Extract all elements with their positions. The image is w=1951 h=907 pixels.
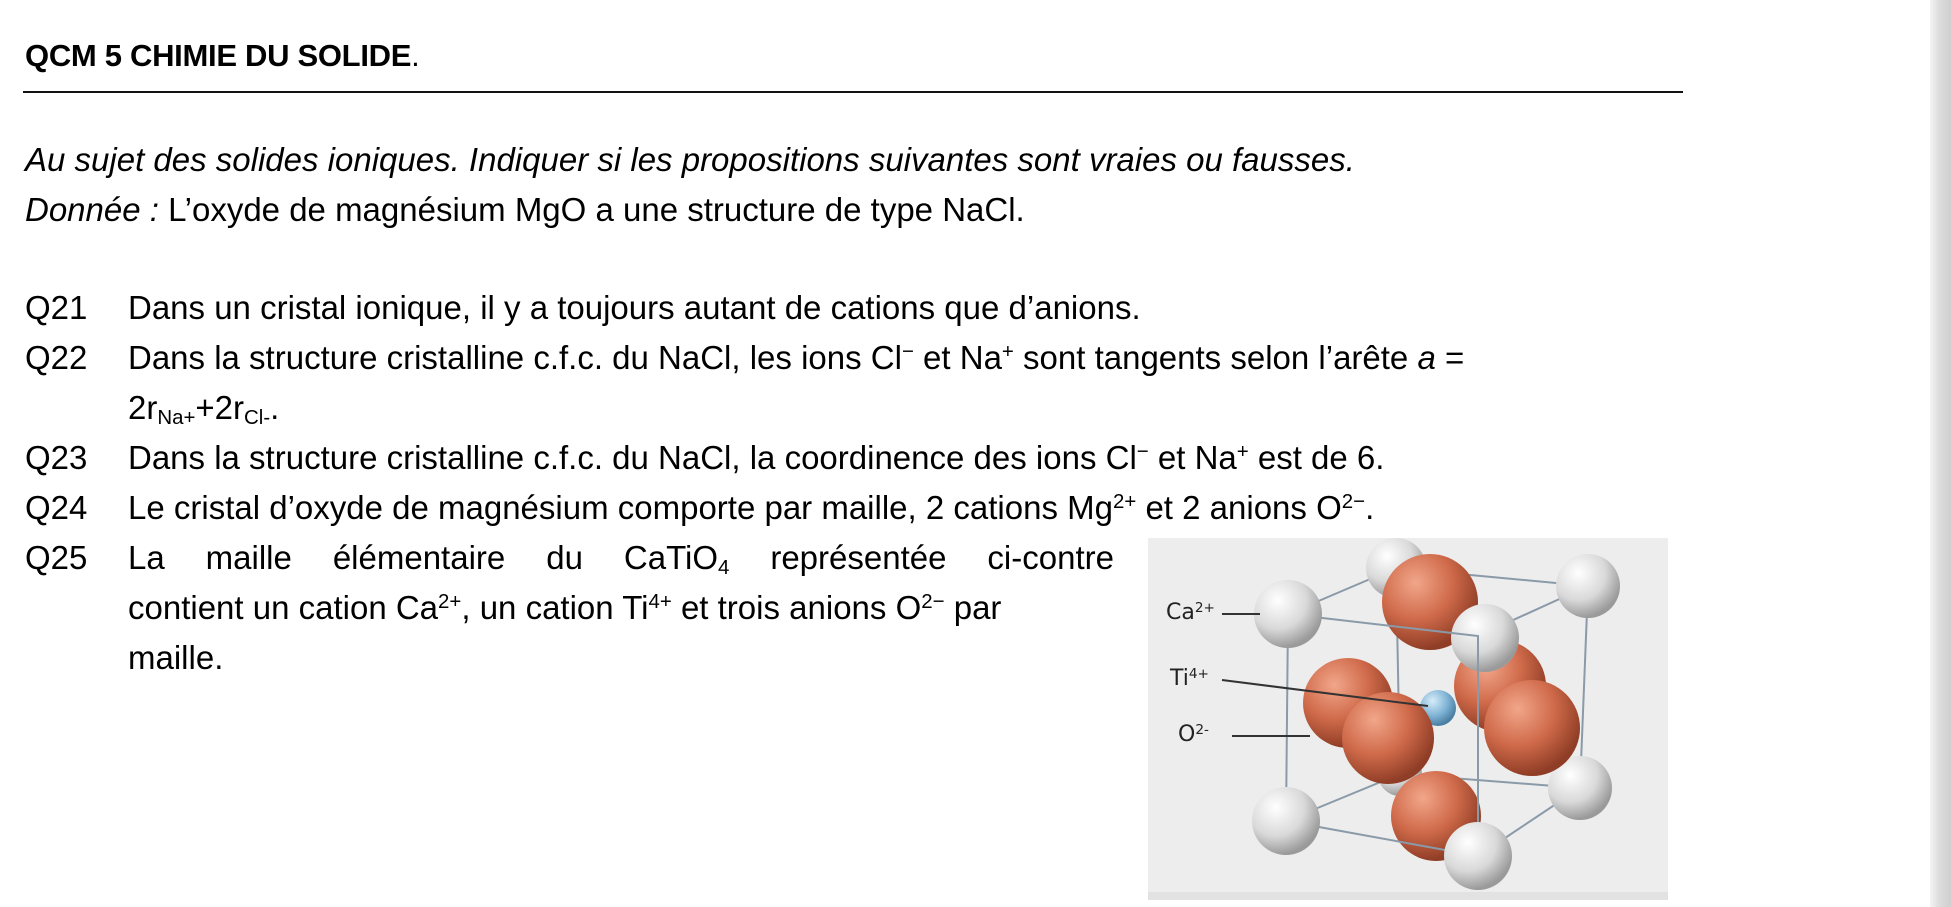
q22-a-variable: a bbox=[1417, 339, 1436, 376]
page-title bbox=[25, 38, 419, 74]
label-ca-text: Ca bbox=[1166, 600, 1195, 625]
q25-word: représentée bbox=[770, 539, 947, 576]
q25-line-3: maille. bbox=[128, 639, 224, 676]
title-text: QCM 5 CHIMIE DU SOLIDE bbox=[25, 38, 412, 73]
label-ti-text: Ti bbox=[1170, 666, 1189, 691]
q25-l2d: par bbox=[944, 589, 1002, 626]
q22-l2b: +2r bbox=[195, 389, 245, 426]
q22-sub-na: Na+ bbox=[157, 406, 196, 430]
q23-sup-cl: − bbox=[1136, 439, 1149, 463]
q24-t2: et 2 anions O bbox=[1136, 489, 1342, 526]
q22-label: Q22 bbox=[25, 339, 88, 376]
label-o-sup: 2- bbox=[1195, 721, 1209, 738]
q22-line-2 bbox=[128, 388, 279, 428]
o-ion-right bbox=[1484, 680, 1580, 776]
donnee-line bbox=[25, 190, 1025, 230]
q25-word: élémentaire bbox=[332, 539, 506, 576]
q24-sup-o: 2− bbox=[1341, 489, 1366, 513]
q25-l2c: et trois anions O bbox=[671, 589, 922, 626]
q22-l2c: . bbox=[270, 389, 280, 426]
ca-ion-front-top-left bbox=[1254, 580, 1322, 648]
q25-l2b: , un cation Ti bbox=[461, 589, 649, 626]
ca-ion-front-bottom-left bbox=[1252, 787, 1320, 855]
viewer-scroll-gutter bbox=[1930, 0, 1951, 907]
q22-sup-na: + bbox=[1001, 339, 1014, 363]
label-ca bbox=[1166, 600, 1215, 625]
label-ti bbox=[1170, 666, 1209, 691]
q24-t3: . bbox=[1365, 489, 1375, 526]
q23-t2: et Na bbox=[1148, 439, 1237, 476]
q21-label: Q21 bbox=[25, 289, 88, 326]
q24-text bbox=[128, 488, 1374, 528]
q24-label: Q24 bbox=[25, 489, 88, 526]
q25-sup-o: 2− bbox=[921, 589, 945, 613]
q25-line-1 bbox=[128, 538, 1114, 578]
q22-text-a bbox=[128, 338, 1464, 378]
ca-ion-front-bottom-right bbox=[1444, 822, 1512, 890]
q22-sup-cl: − bbox=[901, 339, 914, 363]
perovskite-figure bbox=[1148, 538, 1668, 898]
q25-l2a: contient un cation Ca bbox=[128, 589, 439, 626]
ca-ion-back-top-right bbox=[1556, 554, 1620, 618]
q25-word: La bbox=[128, 539, 165, 576]
figure-bottom-border bbox=[1148, 892, 1668, 900]
q25-line-2 bbox=[128, 588, 1001, 628]
q23-t1: Dans la structure cristalline c.f.c. du NaCl, la coordinence des ions Cl bbox=[128, 439, 1137, 476]
q25-sub-4: 4 bbox=[718, 556, 730, 580]
q25-sup-ca: 2+ bbox=[438, 589, 462, 613]
q25-label: Q25 bbox=[25, 539, 88, 576]
donnee-text: L’oxyde de magnésium MgO a une structure de type NaCl. bbox=[158, 191, 1025, 228]
q25-word: du bbox=[546, 539, 583, 576]
q24-t1: Le cristal d’oxyde de magnésium comporte par maille, 2 cations Mg bbox=[128, 489, 1113, 526]
q22-t5: = bbox=[1435, 339, 1465, 376]
label-ti-sup: 4+ bbox=[1188, 665, 1209, 682]
q22-line-1 bbox=[128, 338, 1680, 378]
q22-t2: et Na bbox=[913, 339, 1002, 376]
q24-sup-mg: 2+ bbox=[1112, 489, 1137, 513]
crystal-structure-svg bbox=[1148, 538, 1668, 898]
q21-text: Dans un cristal ionique, il y a toujours autant de cations que d’anions. bbox=[128, 289, 1141, 326]
q22-sub-cl: Cl- bbox=[244, 406, 271, 430]
donnee-label: Donnée : bbox=[25, 191, 159, 228]
q22-t3: sont tangents selon l’arête bbox=[1013, 339, 1418, 376]
q22-l2a: 2r bbox=[128, 389, 158, 426]
label-o bbox=[1178, 722, 1209, 747]
ca-ion-front-top-right bbox=[1451, 604, 1519, 672]
q25-formula bbox=[624, 538, 730, 578]
q23-t3: est de 6. bbox=[1248, 439, 1385, 476]
label-o-text: O bbox=[1178, 722, 1196, 747]
header-divider bbox=[23, 91, 1683, 93]
q23-sup-na: + bbox=[1236, 439, 1249, 463]
q23-label: Q23 bbox=[25, 439, 88, 476]
title-dot: . bbox=[411, 38, 420, 73]
q25-word: ci-contre bbox=[987, 539, 1114, 576]
q25-word: maille bbox=[205, 539, 292, 576]
instruction-text: Au sujet des solides ioniques. Indiquer si les propositions suivantes sont vraies ou fausses. bbox=[25, 141, 1355, 178]
q23-text bbox=[128, 438, 1384, 478]
q22-t1: Dans la structure cristalline c.f.c. du NaCl, les ions Cl bbox=[128, 339, 902, 376]
q25-sup-ti: 4+ bbox=[648, 589, 672, 613]
label-ca-sup: 2+ bbox=[1194, 599, 1215, 616]
q25-catio: CaTiO bbox=[623, 539, 719, 576]
